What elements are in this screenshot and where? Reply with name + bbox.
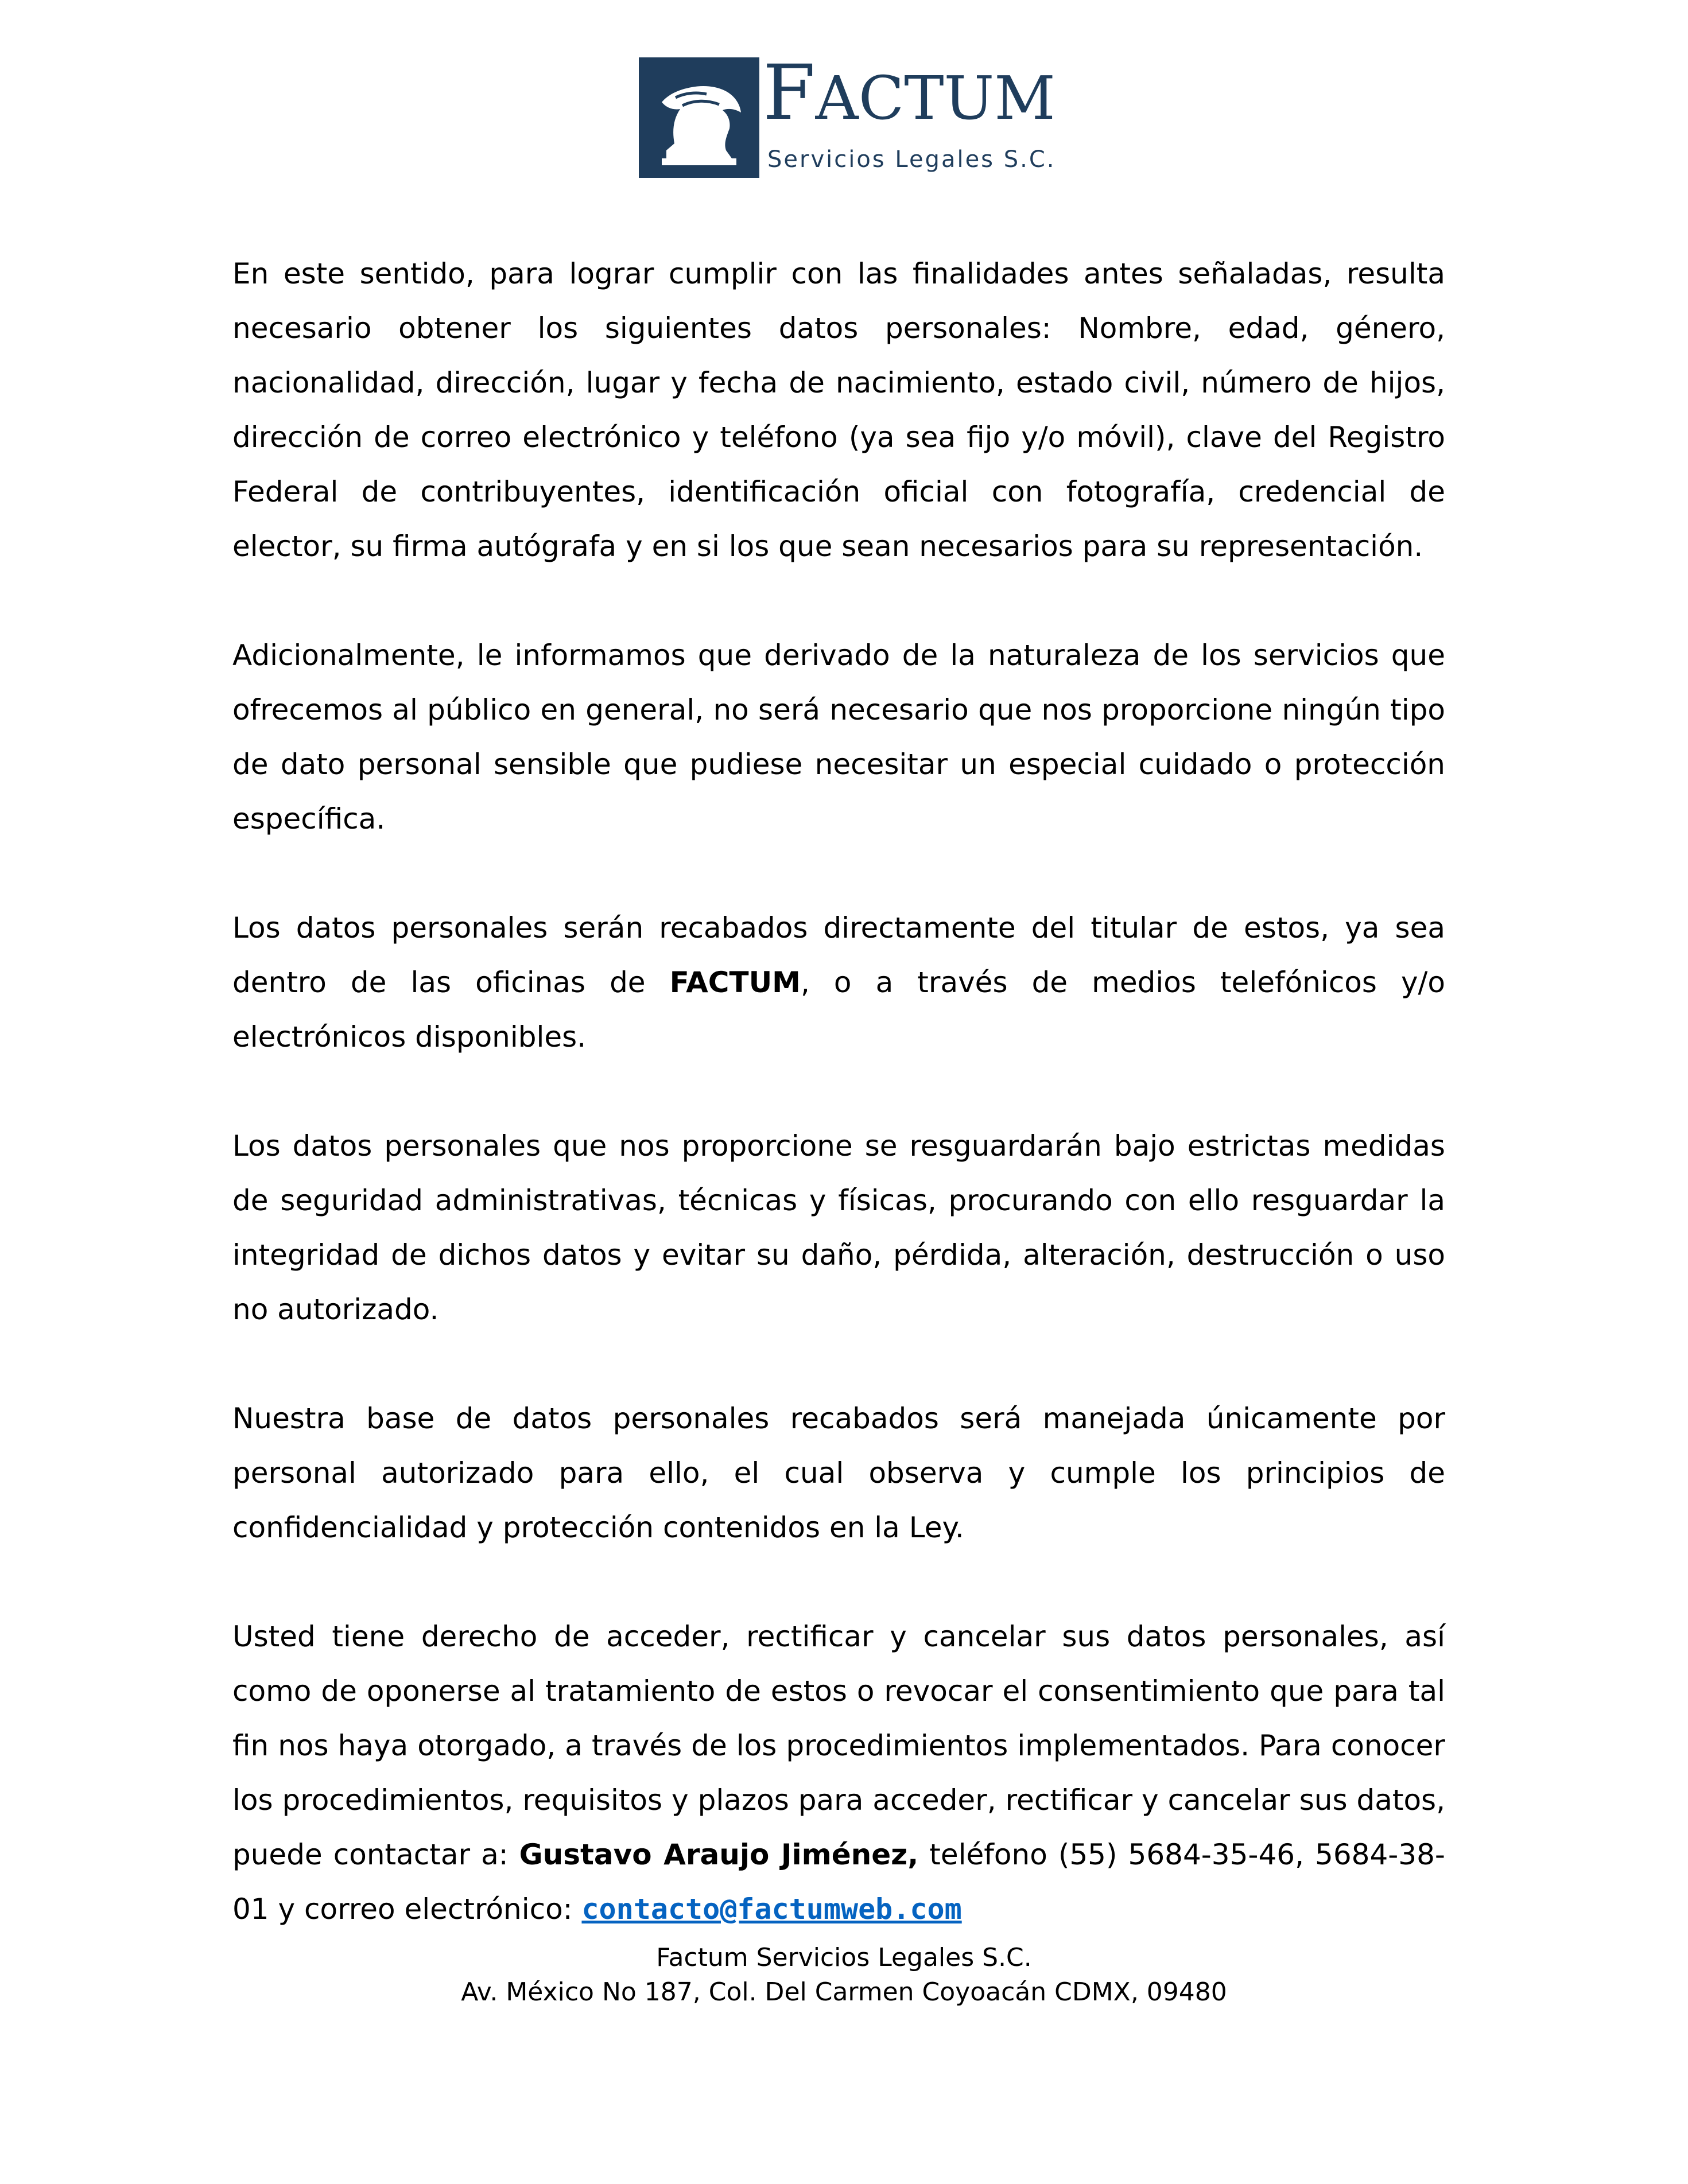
company-name-bold: FACTUM (669, 966, 801, 999)
footer-address: Av. México No 187, Col. Del Carmen Coyoacán CDMX, 09480 (461, 1977, 1227, 2007)
logo-wordmark: FACTUM (763, 49, 1056, 137)
company-logo (639, 49, 1056, 178)
page-footer (0, 1941, 1688, 2010)
paragraph-security-measures: Los datos personales que nos proporcione se resguardarán bajo estrictas medidas de seguridad administrativas, técnicas y físicas, procurando con ello resguardar la integridad de dichos datos y evitar su daño, pérdida, alteración, destrucción o uso no autorizado. (232, 1129, 1445, 1326)
contact-email-link[interactable]: contacto@factumweb.com (581, 1892, 962, 1926)
contact-person-name: Gustavo Araujo Jiménez, (519, 1838, 919, 1871)
footer-company-name: Factum Servicios Legales S.C. (656, 1943, 1032, 1972)
document-body (232, 247, 1445, 1991)
paragraph-database-handling: Nuestra base de datos personales recabados será manejada únicamente por personal autorizado para ello, el cual observa y cumple los principios de confidencialidad y protección contenidos en la Ley. (232, 1402, 1445, 1544)
paragraph-required-data: En este sentido, para lograr cumplir con las finalidades antes señaladas, resulta necesario obtener los siguientes datos personales: Nombre, edad, género, nacionalidad, dirección, lugar y fecha de nacimiento, estado civil, número de hijos, dirección de correo electrónico y teléfono (ya sea fijo y/o móvil), clave del Registro Federal de contribuyentes, identificación oficial con fotografía, credencial de elector, su firma autógrafa y en si los que sean necesarios para su representación. (232, 257, 1445, 563)
logo-subtitle: Servicios Legales S.C. (767, 146, 1056, 173)
paragraph-arco-rights: Usted tiene derecho de acceder, rectificar y cancelar sus datos personales, así como de oponerse al tratamiento de estos o revocar el consentimiento que para tal fin nos haya otorgado, a través de los procedimientos implementados. Para conocer los procedimientos, requisitos y plazos para acceder, rectificar y cancelar sus datos, puede contactar a: Gustavo Araujo Jiménez, teléfono (55) 5684-35-46, 5684-38-01 y correo electrónico: contacto@factumweb.com (232, 1620, 1445, 1926)
knight-chess-piece-icon (639, 57, 759, 178)
paragraph-sensitive-data: Adicionalmente, le informamos que derivado de la naturaleza de los servicios que ofrecemos al público en general, no será necesario que nos proporcione ningún tipo de dato personal sensible que pudiese necesitar un especial cuidado o protección específica. (232, 639, 1445, 835)
paragraph-data-collection: Los datos personales serán recabados directamente del titular de estos, ya sea dentro de las oficinas de FACTUM, o a través de medios telefónicos y/o electrónicos disponibles. (232, 911, 1445, 1054)
